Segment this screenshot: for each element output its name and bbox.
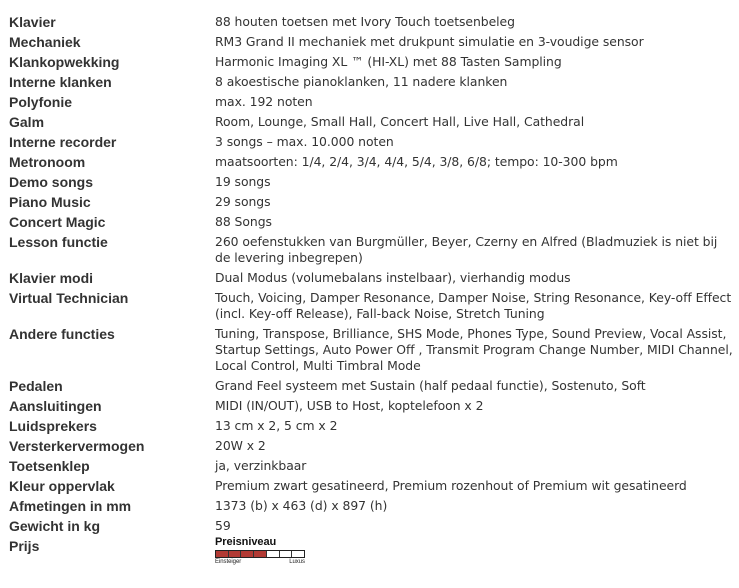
spec-label: Virtual Technician [9,290,129,306]
spec-row [9,34,735,54]
spec-value: Room, Lounge, Small Hall, Concert Hall, Live Hall, Cathedral [215,114,585,129]
price-level-scale [215,559,305,566]
spec-value: ja, verzinkbaar [215,458,307,473]
spec-row [9,54,735,74]
spec-row [9,290,735,326]
spec-label: Luidsprekers [9,418,97,434]
price-cell [215,538,735,576]
spec-label: Gewicht in kg [9,518,101,534]
spec-row [9,114,735,134]
spec-row [9,270,735,290]
price-level-low-label: Einsteiger [215,559,242,565]
price-level-segment-empty [267,551,280,557]
spec-row [9,326,735,378]
spec-row [9,398,735,418]
spec-row [9,518,735,538]
spec-value: Dual Modus (volumebalans instelbaar), vierhandig modus [215,270,571,285]
spec-label: Galm [9,114,45,130]
spec-label: Interne klanken [9,74,112,90]
price-level-widget [215,536,307,572]
spec-label: Klavier [9,14,56,30]
spec-row [9,94,735,114]
price-level-segment-filled [254,551,267,557]
price-level-title: Preisniveau [215,536,277,548]
price-level-segment-empty [280,551,293,557]
spec-row [9,134,735,154]
spec-value: 8 akoestische pianoklanken, 11 nadere klanken [215,74,508,89]
spec-label: Lesson functie [9,234,108,250]
spec-row [9,418,735,438]
spec-label: Toetsenklep [9,458,90,474]
spec-value: Harmonic Imaging XL ™ (HI-XL) met 88 Tasten Sampling [215,54,562,69]
specification-table [9,14,735,576]
spec-value: MIDI (IN/OUT), USB to Host, koptelefoon x 2 [215,398,484,413]
price-level-segment-empty [292,551,304,557]
price-label: Prijs [9,538,40,554]
price-level-high-label: Luxus [289,559,305,565]
spec-row [9,498,735,518]
spec-value: max. 192 noten [215,94,313,109]
spec-value: 59 [215,518,231,533]
spec-value: 260 oefenstukken van Burgmüller, Beyer, Czerny en Alfred (Bladmuziek is niet bij de levering inbegrepen) [215,234,718,265]
spec-row [9,438,735,458]
price-level-segment-filled [229,551,242,557]
spec-value: 29 songs [215,194,271,209]
spec-label: Metronoom [9,154,86,170]
spec-value: Grand Feel systeem met Sustain (half pedaal functie), Sostenuto, Soft [215,378,646,393]
price-level-segment-filled [241,551,254,557]
spec-value: RM3 Grand II mechaniek met drukpunt simulatie en 3-voudige sensor [215,34,644,49]
spec-row [9,74,735,94]
spec-value: 1373 (b) x 463 (d) x 897 (h) [215,498,388,513]
spec-row [9,214,735,234]
spec-row [9,478,735,498]
spec-label: Klavier modi [9,270,94,286]
spec-label: Afmetingen in mm [9,498,132,514]
spec-label: Interne recorder [9,134,117,150]
spec-label: Pedalen [9,378,63,394]
price-level-segment-filled [216,551,229,557]
spec-value: maatsoorten: 1/4, 2/4, 3/4, 4/4, 5/4, 3/8, 6/8; tempo: 10-300 bpm [215,154,618,169]
spec-row [9,458,735,478]
spec-value: Touch, Voicing, Damper Resonance, Damper Noise, String Resonance, Key-off Effect (incl. Key-off Release), Fall-back Noise, Stretch Tuning [215,290,732,321]
price-level-bar [215,550,305,558]
spec-value: Tuning, Transpose, Brilliance, SHS Mode, Phones Type, Sound Preview, Vocal Assist, Startup Settings, Auto Power Off , Transmit Program Change Number, MIDI Channel, Local Control, Multi Timbral Mode [215,326,733,373]
spec-row [9,378,735,398]
spec-value: 88 houten toetsen met Ivory Touch toetsenbeleg [215,14,515,29]
spec-label: Mechaniek [9,34,81,50]
spec-row [9,154,735,174]
spec-value: 19 songs [215,174,271,189]
spec-label: Klankopwekking [9,54,120,70]
spec-row [9,194,735,214]
spec-value: Premium zwart gesatineerd, Premium rozenhout of Premium wit gesatineerd [215,478,687,493]
spec-row [9,174,735,194]
spec-row-price [9,538,735,576]
spec-label: Kleur oppervlak [9,478,115,494]
spec-label: Piano Music [9,194,91,210]
spec-value: 88 Songs [215,214,272,229]
spec-value: 20W x 2 [215,438,266,453]
spec-value: 13 cm x 2, 5 cm x 2 [215,418,338,433]
spec-label: Demo songs [9,174,94,190]
spec-label: Versterkervermogen [9,438,145,454]
spec-label: Andere functies [9,326,115,342]
spec-label: Concert Magic [9,214,106,230]
spec-row [9,234,735,270]
spec-row [9,14,735,34]
spec-label: Polyfonie [9,94,73,110]
spec-value: 3 songs – max. 10.000 noten [215,134,394,149]
spec-label: Aansluitingen [9,398,102,414]
